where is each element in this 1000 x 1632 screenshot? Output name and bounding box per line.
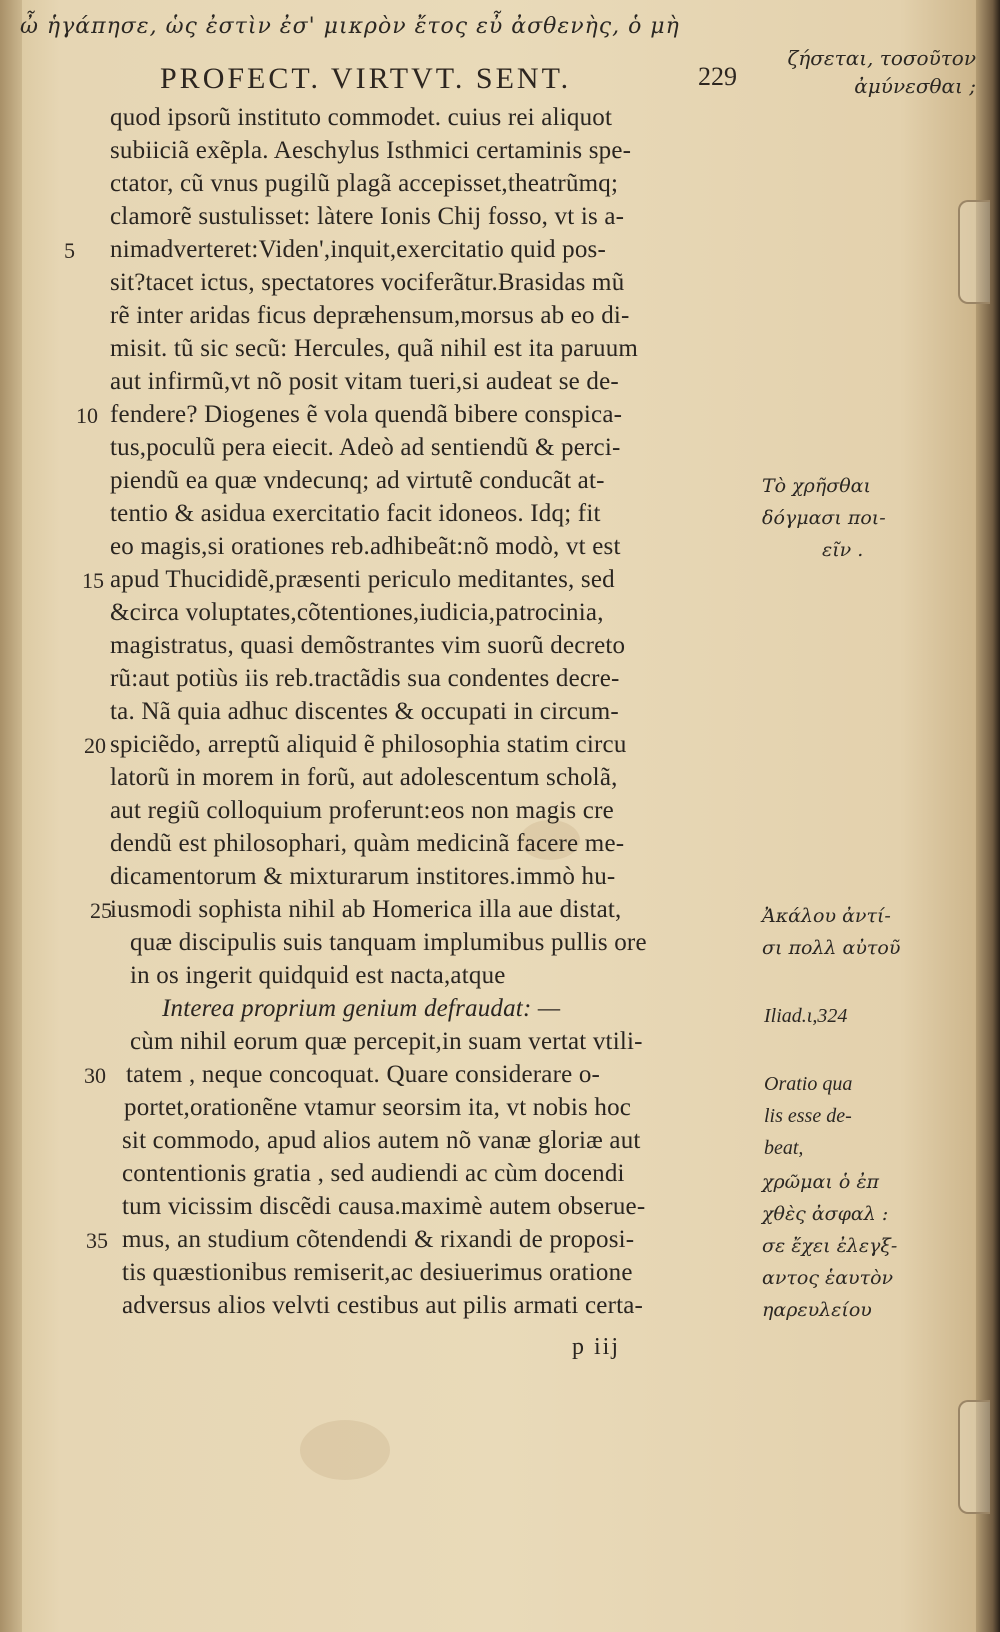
line-number: 5 <box>64 238 75 263</box>
note-line: ηαρευλείου <box>762 1299 872 1321</box>
printed-margin-note <box>764 1068 974 1164</box>
gutter-binding <box>0 0 22 1632</box>
text-line: clamorẽ sustulisset: làtere Ionis Chij fosso, vt is a- <box>110 203 625 230</box>
note-line: δόγμασι ποι- <box>762 507 886 529</box>
note-line: αντος ἑαυτὸν <box>762 1267 894 1289</box>
text-line: tus,poculũ pera eiecit. Adeò ad sentiendũ & perci- <box>110 434 621 461</box>
text-line: &circa voluptates,cõtentiones,iudicia,patrocinia, <box>110 599 604 626</box>
text-line: rũ:aut potiùs iis reb.tractãdis sua condentes decre- <box>110 665 620 692</box>
text-line: dicamentorum & mixturarum institores.immò hu- <box>110 863 616 890</box>
page-edge-tab <box>958 1400 990 1514</box>
text-line: mus, an studium cõtendendi & rixandi de proposi- <box>122 1226 635 1253</box>
note-line: Ἀκάλου ἀντί- <box>762 905 891 927</box>
line-number: 30 <box>84 1063 106 1088</box>
text-line: dendũ est philosophari, quàm medicinã facere me- <box>110 830 625 857</box>
note-line: Oratio qua <box>764 1073 853 1095</box>
text-line: eo magis,si orationes reb.adhibeãt:nõ modò, vt est <box>110 533 621 560</box>
page-number: 229 <box>698 62 737 91</box>
running-head-title: PROFECT. VIRTVT. SENT. <box>160 62 572 95</box>
line-number: 20 <box>84 733 106 758</box>
page-edge-tab <box>958 200 990 304</box>
verse-quotation: Interea proprium genium defraudat: — <box>162 995 561 1022</box>
text-line: aut infirmũ,vt nõ posit vitam tueri,si audeat se de- <box>110 368 619 395</box>
text-line: cùm nihil eorum quæ percepit,in suam vertat vtili- <box>130 1028 643 1055</box>
text-line: aut regiũ colloquium proferunt:eos non magis cre <box>110 797 614 824</box>
text-line: fendere? Diogenes ẽ vola quendã bibere conspica- <box>110 401 623 428</box>
signature-mark: p iij <box>572 1334 621 1360</box>
text-line: nimadverteret:Viden',inquit,exercitatio quid pos- <box>110 236 606 263</box>
text-line: rẽ inter aridas ficus depræhensum,morsus ab eo di- <box>110 302 630 329</box>
line-number: 35 <box>86 1228 108 1253</box>
text-line: tatem , neque concoquat. Quare considerare o- <box>126 1061 601 1088</box>
note-line: Τὸ χρῆσθαι <box>762 475 871 497</box>
note-line: σε ἔχει ἐλεγξ- <box>762 1235 898 1257</box>
text-line: iusmodi sophista nihil ab Homerica illa aue distat, <box>110 896 622 923</box>
handwritten-margin-note <box>762 470 972 566</box>
text-line: tum vicissim discẽdi causa.maximè autem obserue- <box>122 1193 646 1220</box>
annotation-line: ἀμύνεσθαι ; <box>854 74 976 98</box>
text-line: piendũ ea quæ vndecunq; ad virtutẽ conducãt at- <box>110 467 605 494</box>
text-line: quod ipsorũ instituto commodet. cuius rei aliquot <box>110 104 613 131</box>
handwritten-margin-note <box>762 900 972 964</box>
note-line: beat, <box>764 1137 804 1159</box>
handwritten-margin-note <box>762 1166 972 1326</box>
text-line: adversus alios velvti cestibus aut pilis armati certa- <box>122 1292 644 1319</box>
text-line: latorũ in morem in forũ, aut adolescentum scholã, <box>110 764 618 791</box>
marginal-citation: Iliad.ι,324 <box>764 1005 848 1027</box>
text-line: tentio & asidua exercitatio facit idoneos. Idq; fit <box>110 500 601 527</box>
note-line: lis esse de- <box>764 1105 852 1127</box>
text-line: in os ingerit quidquid est nacta,atque <box>130 962 506 989</box>
text-line: ta. Nã quia adhuc discentes & occupati in circum- <box>110 698 619 725</box>
line-number: 10 <box>76 403 98 428</box>
text-line: sit?tacet ictus, spectatores vociferãtur.Brasidas mũ <box>110 269 625 296</box>
text-line: spiciẽdo, arreptũ aliquid ẽ philosophia statim circu <box>110 731 627 758</box>
text-line: ctator, cũ vnus pugilũ plagã accepisset,theatrũmq; <box>110 170 619 197</box>
text-line: apud Thucididẽ,præsenti periculo meditantes, sed <box>110 566 615 593</box>
note-line: χθὲς ἀσφαλ : <box>762 1203 889 1225</box>
text-line: misit. tũ sic secũ: Hercules, quã nihil est ita paruum <box>110 335 639 362</box>
text-line: subiiciã exẽpla. Aeschylus Isthmici certaminis spe- <box>110 137 632 164</box>
handwritten-header-annotation <box>666 44 976 100</box>
note-line: χρῶμαι ὁ ἐπ <box>762 1171 880 1193</box>
text-line: sit commodo, apud alios autem nõ vanæ gloriæ aut <box>122 1127 641 1154</box>
handwritten-top-annotation: ὦ ἡγάπησε, ὡς ἐστὶν ἐσ' μικρὸν ἔτος εὖ ἀσθενὴς, ὁ μὴ <box>20 14 680 39</box>
text-line: quæ discipulis suis tanquam implumibus pullis ore <box>130 929 647 956</box>
text-line: tis quæstionibus remiserit,ac desiuerimus oratione <box>122 1259 633 1286</box>
note-line: σι πολλ αὐτοῦ <box>762 937 901 959</box>
text-line: magistratus, quasi demõstrantes vim suorũ decreto <box>110 632 626 659</box>
annotation-line: ζήσεται, τοσοῦτον <box>787 46 976 70</box>
paper-stain <box>300 1420 390 1480</box>
note-line: εῖν . <box>822 539 864 561</box>
text-line: portet,orationẽne vtamur seorsim ita, vt nobis hoc <box>124 1094 632 1121</box>
line-number: 15 <box>82 568 104 593</box>
text-line: contentionis gratia , sed audiendi ac cùm docendi <box>122 1160 625 1187</box>
line-number: 25 <box>90 898 112 923</box>
